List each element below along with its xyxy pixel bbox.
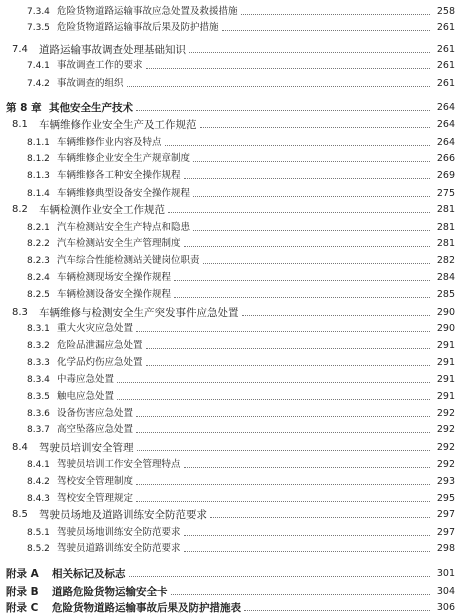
toc-entry-number: 8.3.5 <box>27 392 50 402</box>
toc-entry-page: 292 <box>436 459 455 470</box>
toc-entry-number: 8.5 <box>12 509 28 520</box>
toc-entry-number: 8.5.1 <box>27 528 50 538</box>
dot-leader <box>127 85 430 87</box>
toc-entry-title: 危险货物道路运输事故应急处置及救援措施 <box>57 6 238 17</box>
toc-entry-number: 8.1 <box>12 119 28 130</box>
toc-entry-title: 驾校安全管理规定 <box>57 493 134 504</box>
toc-entry[interactable] <box>0 218 458 234</box>
toc-entry-title: 车辆维修作业安全生产及工作规范 <box>39 119 197 131</box>
toc-entry-number: 7.3.4 <box>27 7 50 17</box>
toc-entry[interactable] <box>0 564 458 580</box>
toc-entry[interactable] <box>0 404 458 420</box>
toc-entry-number: 8.2.2 <box>27 239 50 249</box>
toc-entry[interactable] <box>0 184 458 200</box>
dot-leader <box>193 160 430 162</box>
toc-entry-number: 8.2.1 <box>27 223 50 233</box>
toc-entry-number: 8.1.4 <box>27 189 50 199</box>
dot-leader <box>193 229 430 231</box>
toc-entry-number: 8.4 <box>12 442 28 453</box>
toc-entry[interactable] <box>0 582 458 598</box>
toc-entry-title: 驾校安全管理制度 <box>57 476 134 487</box>
dot-leader <box>222 29 430 31</box>
toc-entry-number: 8.3.1 <box>27 324 50 334</box>
toc-entry[interactable] <box>0 336 458 352</box>
dot-leader <box>136 500 430 502</box>
dot-leader <box>242 314 431 316</box>
toc-entry[interactable] <box>0 115 458 131</box>
toc-entry-title: 相关标记及标志 <box>52 568 126 580</box>
toc-entry[interactable] <box>0 505 458 521</box>
toc-entry-number: 附录 B <box>6 586 39 598</box>
toc-entry-title: 危险品泄漏应急处置 <box>57 340 143 351</box>
toc-entry-title: 车辆维修企业安全生产规章制度 <box>57 153 191 164</box>
dot-leader <box>136 330 430 332</box>
dot-leader <box>136 415 430 417</box>
toc-entry-title: 车辆维修典型设备安全操作规程 <box>57 188 191 199</box>
toc-entry-title: 事故调查工作的要求 <box>57 60 143 71</box>
toc-entry-page: 264 <box>436 137 455 148</box>
toc-entry-title: 设备伤害应急处置 <box>57 408 134 419</box>
toc-entry[interactable] <box>0 18 458 34</box>
toc-entry[interactable] <box>0 523 458 539</box>
toc-entry[interactable] <box>0 56 458 72</box>
dot-leader <box>203 262 430 264</box>
toc-entry-number: 8.2.3 <box>27 256 50 266</box>
toc-entry-page: 261 <box>436 60 455 71</box>
toc-entry-page: 290 <box>436 323 455 334</box>
dot-leader <box>136 483 430 485</box>
dot-leader <box>165 144 430 146</box>
dot-leader <box>184 177 430 179</box>
toc-entry-number: 8.4.3 <box>27 494 50 504</box>
dot-leader <box>184 466 430 468</box>
toc-entry-title: 触电应急处置 <box>57 391 115 402</box>
toc-entry-title: 驾驶员道路训练安全防范要求 <box>57 543 181 554</box>
dot-leader <box>146 67 430 69</box>
toc-entry-page: 306 <box>436 602 455 613</box>
toc-entry-number: 8.3.3 <box>27 358 50 368</box>
toc-entry-page: 261 <box>436 22 455 33</box>
dot-leader <box>184 245 430 247</box>
toc-entry-page: 281 <box>436 204 455 215</box>
toc-entry-page: 269 <box>436 170 455 181</box>
toc-entry-title: 中毒应急处置 <box>57 374 115 385</box>
toc-entry-page: 291 <box>436 340 455 351</box>
toc-entry-title: 车辆维修与检测安全生产突发事件应急处置 <box>39 307 239 319</box>
toc-entry-title: 化学品灼伤应急处置 <box>57 357 143 368</box>
toc-entry-number: 8.1.3 <box>27 171 50 181</box>
toc-entry-number: 8.2.5 <box>27 290 50 300</box>
toc-entry-number: 第 8 章 <box>6 102 42 114</box>
toc-entry-page: 282 <box>436 255 455 266</box>
toc-entry-page: 264 <box>436 119 455 130</box>
dot-leader <box>193 195 430 197</box>
dot-leader <box>184 550 430 552</box>
toc-entry-number: 8.1.1 <box>27 138 50 148</box>
toc-entry-number: 7.4.1 <box>27 61 50 71</box>
toc-entry-page: 295 <box>436 493 455 504</box>
toc-entry[interactable] <box>0 285 458 301</box>
toc-entry-title: 汽车检测站安全生产管理制度 <box>57 238 181 249</box>
toc-entry[interactable] <box>0 74 458 90</box>
toc-entry-title: 高空坠落应急处置 <box>57 424 134 435</box>
toc-entry-title: 事故调查的组织 <box>57 78 124 89</box>
toc-entry-page: 281 <box>436 222 455 233</box>
toc-entry-number: 8.2 <box>12 204 28 215</box>
toc-entry-title: 驾驶员场地及道路训练安全防范要求 <box>39 509 207 521</box>
toc-entry[interactable] <box>0 133 458 149</box>
toc-entry-number: 8.4.2 <box>27 477 50 487</box>
toc-entry[interactable] <box>0 539 458 555</box>
toc-entry[interactable] <box>0 98 458 114</box>
toc-entry-page: 264 <box>436 102 455 113</box>
toc-entry-number: 8.4.1 <box>27 460 50 470</box>
toc-entry-page: 304 <box>436 586 455 597</box>
toc-entry-page: 292 <box>436 424 455 435</box>
toc-entry-page: 291 <box>436 391 455 402</box>
toc-entry-title: 驾驶员培训安全管理 <box>39 442 134 454</box>
dot-leader <box>200 126 431 128</box>
toc-entry-page: 275 <box>436 188 455 199</box>
toc-entry-number: 附录 C <box>6 602 39 614</box>
toc-entry-title: 道路运输事故调查处理基础知识 <box>39 44 186 56</box>
toc-entry-number: 8.3.6 <box>27 409 50 419</box>
toc-entry[interactable] <box>0 268 458 284</box>
toc-entry[interactable] <box>0 319 458 335</box>
toc-entry-page: 292 <box>436 408 455 419</box>
toc-entry-page: 297 <box>436 527 455 538</box>
toc-entry-title: 车辆检测设备安全操作规程 <box>57 289 172 300</box>
toc-entry-title: 车辆维修各工种安全操作规程 <box>57 170 181 181</box>
toc-entry-number: 8.2.4 <box>27 273 50 283</box>
toc-entry-number: 8.3.7 <box>27 425 50 435</box>
toc-entry-number: 7.4 <box>12 44 28 55</box>
toc-entry-page: 290 <box>436 307 455 318</box>
toc-entry-page: 298 <box>436 543 455 554</box>
toc-entry-title: 重大火灾应急处置 <box>57 323 134 334</box>
toc-entry-title: 危险货物道路运输事故后果及防护措施 <box>57 22 219 33</box>
dot-leader <box>117 381 430 383</box>
dot-leader <box>146 364 430 366</box>
toc-entry-number: 8.3.4 <box>27 375 50 385</box>
toc-entry-number: 7.3.5 <box>27 23 50 33</box>
toc-entry[interactable] <box>0 251 458 267</box>
toc-entry-title: 车辆检测作业安全工作规范 <box>39 204 165 216</box>
toc-entry-page: 293 <box>436 476 455 487</box>
toc-entry[interactable] <box>0 353 458 369</box>
dot-leader <box>168 211 430 213</box>
toc-entry-page: 291 <box>436 374 455 385</box>
toc-entry[interactable] <box>0 303 458 319</box>
toc-entry[interactable] <box>0 489 458 505</box>
toc-entry[interactable] <box>0 149 458 165</box>
dot-leader <box>174 296 430 298</box>
toc-entry[interactable] <box>0 2 458 18</box>
toc-entry-page: 284 <box>436 272 455 283</box>
toc-entry-page: 285 <box>436 289 455 300</box>
dot-leader <box>136 109 430 111</box>
toc-entry[interactable] <box>0 387 458 403</box>
toc-entry-page: 291 <box>436 357 455 368</box>
toc-entry-number: 7.4.2 <box>27 79 50 89</box>
dot-leader <box>136 431 430 433</box>
dot-leader <box>244 609 430 611</box>
toc-entry-number: 附录 A <box>6 568 39 580</box>
toc-entry[interactable] <box>0 420 458 436</box>
toc-entry-title: 其他安全生产技术 <box>49 102 133 114</box>
toc-entry-number: 8.3.2 <box>27 341 50 351</box>
toc-entry[interactable] <box>0 166 458 182</box>
dot-leader <box>117 398 430 400</box>
toc-entry-title: 驾驶员培训工作安全管理特点 <box>57 459 181 470</box>
dot-leader <box>129 575 431 577</box>
dot-leader <box>137 449 431 451</box>
toc-entry-number: 8.5.2 <box>27 544 50 554</box>
toc-entry[interactable] <box>0 598 458 614</box>
toc-entry-page: 261 <box>436 78 455 89</box>
toc-entry-page: 266 <box>436 153 455 164</box>
dot-leader <box>174 279 430 281</box>
toc-entry-number: 8.3 <box>12 307 28 318</box>
toc-entry[interactable] <box>0 438 458 454</box>
toc-entry-page: 261 <box>436 44 455 55</box>
toc-entry-title: 汽车综合性能检测站关键岗位职责 <box>57 255 200 266</box>
toc-entry[interactable] <box>0 40 458 56</box>
dot-leader <box>189 51 430 53</box>
toc-entry-title: 危险货物道路运输事故后果及防护措施表 <box>52 602 241 614</box>
toc-entry-title: 车辆维修作业内容及特点 <box>57 137 162 148</box>
toc-entry-page: 301 <box>436 568 455 579</box>
toc-entry[interactable] <box>0 234 458 250</box>
toc-entry-number: 8.1.2 <box>27 154 50 164</box>
toc-entry-page: 258 <box>436 6 455 17</box>
toc-entry-title: 汽车检测站安全生产特点和隐患 <box>57 222 191 233</box>
dot-leader <box>184 534 430 536</box>
dot-leader <box>241 13 430 15</box>
toc-entry[interactable] <box>0 455 458 471</box>
toc-entry[interactable] <box>0 200 458 216</box>
dot-leader <box>210 516 430 518</box>
toc-entry-page: 281 <box>436 238 455 249</box>
dot-leader <box>146 347 430 349</box>
toc-entry-title: 车辆检测现场安全操作规程 <box>57 272 172 283</box>
toc-entry-page: 292 <box>436 442 455 453</box>
toc-entry-title: 道路危险货物运输安全卡 <box>52 586 168 598</box>
toc-entry-title: 驾驶员场地训练安全防范要求 <box>57 527 181 538</box>
toc-entry[interactable] <box>0 370 458 386</box>
toc-entry-page: 297 <box>436 509 455 520</box>
toc-entry[interactable] <box>0 472 458 488</box>
dot-leader <box>171 593 431 595</box>
